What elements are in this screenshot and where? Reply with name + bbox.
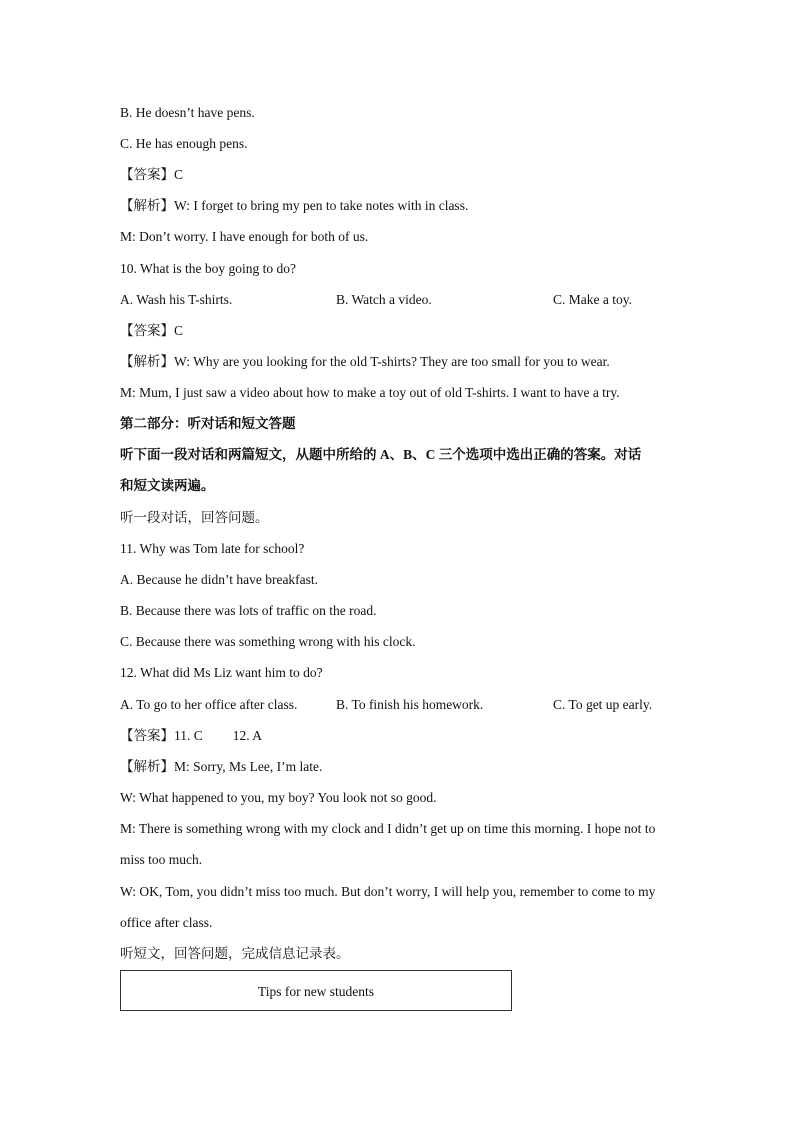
q12-option-b: B. To finish his homework. (336, 697, 484, 712)
part2-title: 第二部分：听对话和短文答题 (120, 416, 296, 431)
q10-answer: 【答案】C (120, 323, 184, 338)
dialogue-m1: M: There is something wrong with my clock and I didn’t get up on time this morning. I hope not to (120, 821, 656, 836)
q11-option-b: B. Because there was lots of traffic on the road. (120, 603, 377, 618)
q10-option-a: A. Wash his T-shirts. (120, 292, 233, 307)
part2-instruction-line2: 和短文读两遍。 (120, 478, 215, 493)
q10-dialogue-m: M: Mum, I just saw a video about how to make a toy out of old T-shirts. I want to have a try. (120, 385, 620, 400)
q10-option-c: C. Make a toy. (553, 292, 632, 307)
q12-answer: 12. A (232, 728, 263, 743)
dialogue-w2-continued: office after class. (120, 915, 213, 930)
q10-analysis: 【解析】W: Why are you looking for the old T-shirts? They are too small for you to wear. (120, 354, 610, 369)
q12-question: 12. What did Ms Liz want him to do? (120, 665, 323, 680)
q11-option-a: A. Because he didn’t have breakfast. (120, 572, 319, 587)
q10-question: 10. What is the boy going to do? (120, 261, 296, 276)
q11-question: 11. Why was Tom late for school? (120, 541, 305, 556)
q12-option-a: A. To go to her office after class. (120, 697, 298, 712)
q9-analysis: 【解析】W: I forget to bring my pen to take notes with in class. (120, 198, 469, 213)
q9-option-c: C. He has enough pens. (120, 136, 248, 151)
q9-dialogue-m: M: Don’t worry. I have enough for both of us. (120, 229, 369, 244)
part2-instruction-line1: 听下面一段对话和两篇短文，从题中所给的 A、B、C 三个选项中选出正确的答案。对话 (120, 447, 642, 462)
dialogue-w1: W: What happened to you, my boy? You look not so good. (120, 790, 437, 805)
info-record-table (120, 970, 512, 1011)
table-header: Tips for new students (257, 984, 375, 999)
q11-12-answer (120, 727, 262, 745)
q12-option-c: C. To get up early. (553, 697, 653, 712)
dialogue-w2: W: OK, Tom, you didn’t miss too much. But don’t worry, I will help you, remember to come to my (120, 884, 656, 899)
q11-12-analysis: 【解析】M: Sorry, Ms Lee, I’m late. (120, 759, 323, 774)
dialogue-m1-continued: miss too much. (120, 852, 203, 867)
q11-option-c: C. Because there was something wrong with his clock. (120, 634, 416, 649)
q10-option-b: B. Watch a video. (336, 292, 432, 307)
dialogue-intro: 听一段对话，回答问题。 (120, 510, 269, 525)
q11-answer: 【答案】11. C (120, 728, 203, 743)
passage-intro: 听短文，回答问题，完成信息记录表。 (120, 946, 350, 961)
q9-answer: 【答案】C (120, 167, 184, 182)
q9-option-b: B. He doesn’t have pens. (120, 105, 255, 120)
